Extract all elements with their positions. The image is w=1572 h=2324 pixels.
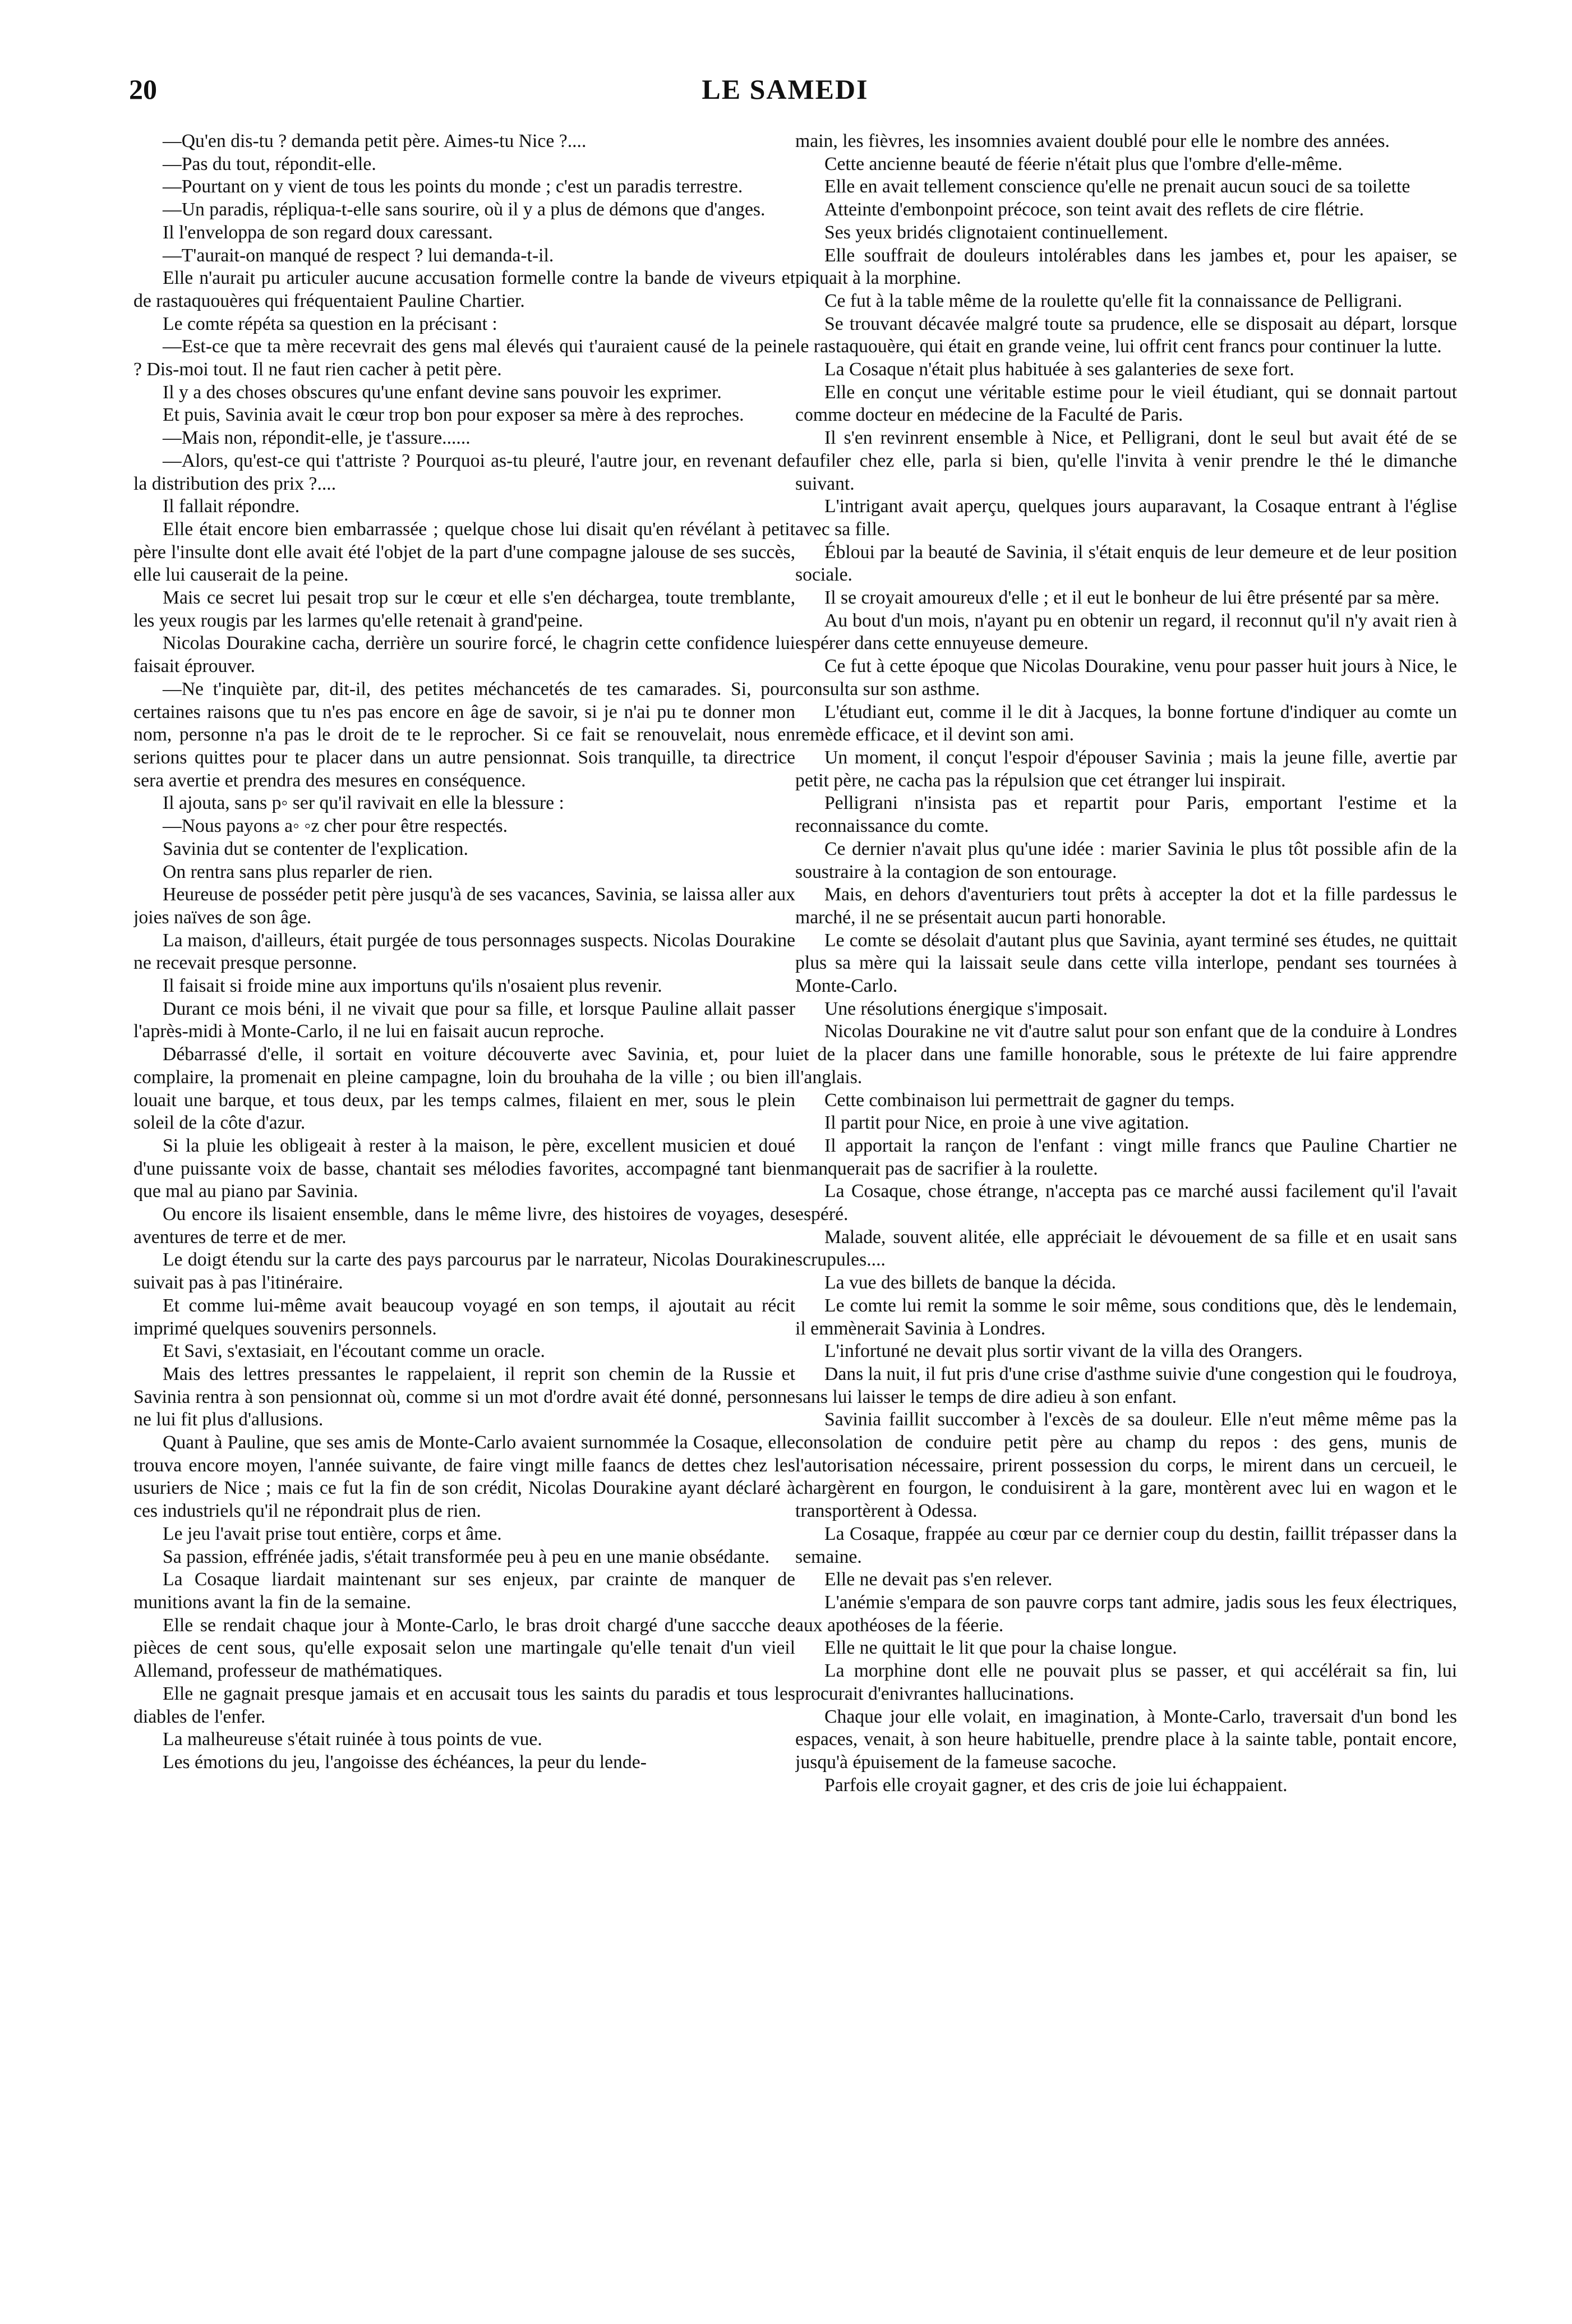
text-column-left	[133, 130, 795, 2295]
paragraph: —Nous payons a◦ ◦z cher pour être respectés.	[163, 816, 508, 837]
paragraph: Elle souffrait de douleurs intolérables dans les jambes et, pour les apaiser, se piquait à la morphine.	[795, 245, 1457, 289]
paragraph: Elle en conçut une véritable estime pour le vieil étudiant, qui se donnait partout comme docteur en médecine de la Faculté de Paris.	[795, 381, 1457, 426]
text-column-right	[795, 130, 1457, 2295]
paragraph: Heureuse de posséder petit père jusqu'à de ses vacances, Savinia, se laissa aller aux joies naïves de son âge.	[133, 884, 795, 928]
paragraph: Et Savi, s'extasiait, en l'écoutant comme un oracle.	[163, 1341, 545, 1362]
paragraph: Il se croyait amoureux d'elle ; et il eut le bonheur de lui être présenté par sa mère.	[824, 587, 1440, 609]
paragraph: Nicolas Dourakine ne vit d'autre salut pour son enfant que de la conduire à Londres et de la placer dans une famille honorable, sous le prétexte de lui faire apprendre l'anglais.	[795, 1021, 1457, 1088]
paragraph: Dans la nuit, il fut pris d'une crise d'asthme suivie d'une congestion qui le foudroya, sans lui laisser le temps de dire adieu à son enfant.	[795, 1363, 1457, 1407]
paragraph: Le comte se désolait d'autant plus que Savinia, ayant terminé ses études, ne quittait plus sa mère qui la laissait seule dans cette villa interlope, pendant ses tournées à Monte-Carlo.	[795, 929, 1457, 997]
paragraph: —Qu'en dis-tu ? demanda petit père. Aimes-tu Nice ?....	[163, 131, 587, 151]
paragraph: Mais ce secret lui pesait trop sur le cœur et elle s'en déchargea, toute tremblante, les yeux rougis par les larmes qu'elle retenait à grand'peine.	[133, 587, 795, 631]
paragraph: L'infortuné ne devait plus sortir vivant de la villa des Orangers.	[824, 1341, 1303, 1362]
paragraph: —Pas du tout, répondit-elle.	[163, 153, 376, 174]
paragraph: —Pourtant on y vient de tous les points du monde ; c'est un paradis terrestre.	[163, 176, 743, 197]
page-number: 20	[129, 73, 157, 105]
paragraph: Elle se rendait chaque jour à Monte-Carlo, le bras droit chargé d'une saccche de pièces de cent sous, qu'elle exposait selon une martingale qu'elle tenait d'un vieil Allemand, professeur de mathématiques.	[133, 1614, 795, 1682]
paragraph: La morphine dont elle ne pouvait plus se passer, et qui accélérait sa fin, lui procurait d'enivrantes hallucinations.	[795, 1660, 1457, 1704]
paragraph: Sa passion, effrénée jadis, s'était transformée peu à peu en une manie obsédante.	[163, 1546, 770, 1567]
paragraph: —Mais non, répondit-elle, je t'assure......	[163, 427, 471, 449]
paragraph: La Cosaque, frappée au cœur par ce dernier coup du destin, faillit trépasser dans la semaine.	[795, 1523, 1457, 1567]
paragraph: Le comte lui remit la somme le soir même, sous conditions que, dès le lendemain, il emmènerait Savinia à Londres.	[795, 1295, 1457, 1339]
paragraph: L'anémie s'empara de son pauvre corps tant admire, jadis sous les feux électriques, aux apothéoses de la féerie.	[795, 1592, 1457, 1636]
paragraph: Et puis, Savinia avait le cœur trop bon pour exposer sa mère à des reproches.	[163, 404, 744, 426]
paragraph: Il s'en revinrent ensemble à Nice, et Pelligrani, dont le seul but avait été de se faufiler chez elle, parla si bien, qu'elle l'invita à venir prendre le thé le dimanche suivant.	[795, 427, 1457, 494]
paragraph: La Cosaque, chose étrange, n'accepta pas ce marché aussi facilement qu'il l'avait espéré.	[795, 1181, 1457, 1225]
paragraph: La Cosaque liardait maintenant sur ses enjeux, par crainte de manquer de munitions avant la fin de la semaine.	[133, 1569, 795, 1613]
paragraph: Savinia dut se contenter de l'explication.	[163, 838, 468, 859]
paragraph: Malade, souvent alitée, elle appréciait le dévouement de sa fille et en usait sans scrupules....	[795, 1226, 1457, 1271]
paragraph: Ses yeux bridés clignotaient continuellement.	[824, 222, 1168, 243]
paragraph: Elle ne quittait le lit que pour la chaise longue.	[824, 1637, 1177, 1659]
paragraph: Elle n'aurait pu articuler aucune accusation formelle contre la bande de viveurs et de rastaquouères qui fréquentaient Pauline Chartier.	[133, 268, 795, 311]
paragraph: Mais, en dehors d'aventuriers tout prêts à accepter la dot et la fille pardessus le marché, il ne se présentait aucun parti honorable.	[795, 884, 1457, 928]
paragraph: Il partit pour Nice, en proie à une vive agitation.	[824, 1112, 1190, 1134]
paragraph: main, les fièvres, les insomnies avaient doublé pour elle le nombre des années.	[795, 131, 1390, 151]
paragraph: —Un paradis, répliqua-t-elle sans sourire, où il y a plus de démons que d'anges.	[163, 199, 766, 220]
paragraph: Elle en avait tellement conscience qu'elle ne prenait aucun souci de sa toilette	[824, 176, 1410, 197]
paragraph: Il faisait si froide mine aux importuns qu'ils n'osaient plus revenir.	[163, 975, 662, 997]
paragraph: L'intrigant avait aperçu, quelques jours auparavant, la Cosaque entrant à l'église avec sa fille.	[795, 496, 1457, 540]
paragraph: Elle était encore bien embarrassée ; quelque chose lui disait qu'en révélant à petit père l'insulte dont elle avait été l'objet de la part d'une compagne jalouse de ses succès, elle lui causerait de la peine.	[133, 518, 795, 586]
paragraph: Un moment, il conçut l'espoir d'épouser Savinia ; mais la jeune fille, avertie par petit père, ne cacha pas la répulsion que cet étranger lui inspirait.	[795, 747, 1457, 791]
paragraph: Ou encore ils lisaient ensemble, dans le même livre, des histoires de voyages, des aventures de terre et de mer.	[133, 1204, 795, 1248]
running-head: LE SAMEDI	[702, 73, 869, 105]
paragraph: Si la pluie les obligeait à rester à la maison, le père, excellent musicien et doué d'une puissante voix de basse, chantait ses mélodies favorites, accompagné tant bien que mal au piano par Savinia.	[133, 1135, 795, 1202]
paragraph: Il apportait la rançon de l'enfant : vingt mille francs que Pauline Chartier ne manquerait pas de sacrifier à la roulette.	[795, 1135, 1457, 1179]
paragraph: Quant à Pauline, que ses amis de Monte-Carlo avaient surnommée la Cosaque, elle trouva encore moyen, l'année suivante, de faire vingt mille faancs de dettes chez les usuriers de Nice ; mais ce fut la fin de son crédit, Nicolas Dourakine ayant déclaré à ces industriels qu'il ne répondrait plus de rien.	[133, 1432, 795, 1522]
paragraph: —Alors, qu'est-ce qui t'attriste ? Pourquoi as-tu pleuré, l'autre jour, en revenant de la distribution des prix ?....	[133, 450, 795, 494]
paragraph: Durant ce mois béni, il ne vivait que pour sa fille, et lorsque Pauline allait passer l'après-midi à Monte-Carlo, il ne lui en faisait aucun reproche.	[133, 998, 795, 1042]
paragraph: L'étudiant eut, comme il le dit à Jacques, la bonne fortune d'indiquer au comte un remède efficace, et il devint son ami.	[795, 701, 1457, 745]
paragraph: Il y a des choses obscures qu'une enfant devine sans pouvoir les exprimer.	[163, 381, 722, 403]
paragraph: Cette ancienne beauté de féerie n'était plus que l'ombre d'elle-même.	[824, 153, 1343, 174]
paragraph: Ce dernier n'avait plus qu'une idée : marier Savinia le plus tôt possible afin de la soustraire à la contagion de son entourage.	[795, 838, 1457, 882]
paragraph: Et comme lui-même avait beaucoup voyagé en son temps, il ajoutait au récit imprimé quelques souvenirs personnels.	[133, 1295, 795, 1339]
paragraph: Il ajouta, sans p◦ ser qu'il ravivait en elle la blessure :	[163, 793, 564, 814]
paragraph: La vue des billets de banque la décida.	[824, 1272, 1117, 1294]
paragraph: Les émotions du jeu, l'angoisse des échéances, la peur du lende-	[163, 1751, 647, 1773]
paragraph: Ce fut à cette époque que Nicolas Dourakine, venu pour passer huit jours à Nice, le consulta sur son asthme.	[795, 656, 1457, 699]
paragraph: Elle ne devait pas s'en relever.	[824, 1569, 1053, 1590]
paragraph: Le jeu l'avait prise tout entière, corps et âme.	[163, 1523, 502, 1544]
paragraph: Ébloui par la beauté de Savinia, il s'était enquis de leur demeure et de leur position sociale.	[795, 541, 1457, 586]
paragraph: Se trouvant décavée malgré toute sa prudence, elle se disposait au départ, lorsque le rastaquouère, qui était en grande veine, lui offrit cent francs pour continuer la lutte.	[795, 313, 1457, 357]
paragraph: La malheureuse s'était ruinée à tous points de vue.	[163, 1729, 542, 1750]
paragraph: —Est-ce que ta mère recevrait des gens mal élevés qui t'auraient causé de la peine ? Dis-moi tout. Il ne faut rien cacher à petit père.	[133, 336, 795, 380]
paragraph: Il l'enveloppa de son regard doux caressant.	[163, 222, 493, 243]
paragraph: —Ne t'inquiète par, dit-il, des petites méchancetés de tes camarades. Si, pour certaines raisons que tu n'es pas encore en âge de savoir, si je n'ai pu te donner mon nom, personne n'a pas le droit de te le reprocher. Si ce fait se renouvelait, nous en serions quittes pour te placer dans un autre pensionnat. Sois tranquille, ta directrice sera avertie et prendra des mesures en conséquence.	[133, 678, 795, 791]
paragraph: Savinia faillit succomber à l'excès de sa douleur. Elle n'eut même même pas la consolation de conduire petit père au champ du repos : des gens, munis de l'autorisation nécessaire, prirent possession du corps, le mirent dans un cercueil, le chargèrent en fourgon, le conduisirent à la gare, montèrent avec lui en wagon et le transportèrent à Odessa.	[795, 1409, 1457, 1522]
paragraph: Le doigt étendu sur la carte des pays parcourus par le narrateur, Nicolas Dourakine suivait pas à pas l'itinéraire.	[133, 1249, 795, 1294]
paragraph: Au bout d'un mois, n'ayant pu en obtenir un regard, il reconnut qu'il n'y avait rien à espérer dans cette ennuyeuse demeure.	[795, 610, 1457, 654]
paragraph: Chaque jour elle volait, en imagination, à Monte-Carlo, traversait d'un bond les espaces, venait, à son heure habituelle, prendre place à la sainte table, pontait encore, jusqu'à épuisement de la fameuse sacoche.	[795, 1706, 1457, 1773]
paragraph: Une résolutions énergique s'imposait.	[824, 998, 1108, 1019]
paragraph: Cette combinaison lui permettrait de gagner du temps.	[824, 1089, 1235, 1111]
paragraph: Atteinte d'embonpoint précoce, son teint avait des reflets de cire flétrie.	[824, 199, 1364, 220]
paragraph: La maison, d'ailleurs, était purgée de tous personnages suspects. Nicolas Dourakine ne recevait presque personne.	[133, 929, 795, 974]
paragraph: Parfois elle croyait gagner, et des cris de joie lui échappaient.	[824, 1774, 1288, 1796]
paragraph: Il fallait répondre.	[163, 496, 300, 517]
paragraph: —T'aurait-on manqué de respect ? lui demanda-t-il.	[163, 245, 554, 266]
paragraph: Elle ne gagnait presque jamais et en accusait tous les saints du paradis et tous les diables de l'enfer.	[133, 1683, 795, 1727]
paragraph: Le comte répéta sa question en la précisant :	[163, 313, 497, 334]
page-header	[129, 73, 1441, 112]
paragraph: On rentra sans plus reparler de rien.	[163, 861, 433, 882]
paragraph: Débarrassé d'elle, il sortait en voiture découverte avec Savinia, et, pour lui complaire, la promenait en pleine campagne, loin du brouhaha de la ville ; ou bien il louait une barque, et tous deux, par les temps calmes, filaient en mer, sous le plein soleil de la côte d'azur.	[133, 1044, 795, 1134]
paragraph: Pelligrani n'insista pas et repartit pour Paris, emportant l'estime et la reconnaissance du comte.	[795, 793, 1457, 837]
paragraph: La Cosaque n'était plus habituée à ses galanteries de sexe fort.	[824, 359, 1294, 380]
paragraph: Mais des lettres pressantes le rappelaient, il reprit son chemin de la Russie et Savinia rentra à son pensionnat où, comme si un mot d'ordre avait été donné, personne ne lui fit plus d'allusions.	[133, 1363, 795, 1430]
paragraph: Nicolas Dourakine cacha, derrière un sourire forcé, le chagrin cette confidence lui faisait éprouver.	[133, 633, 795, 677]
paragraph: Ce fut à la table même de la roulette qu'elle fit la connaissance de Pelligrani.	[824, 290, 1403, 311]
